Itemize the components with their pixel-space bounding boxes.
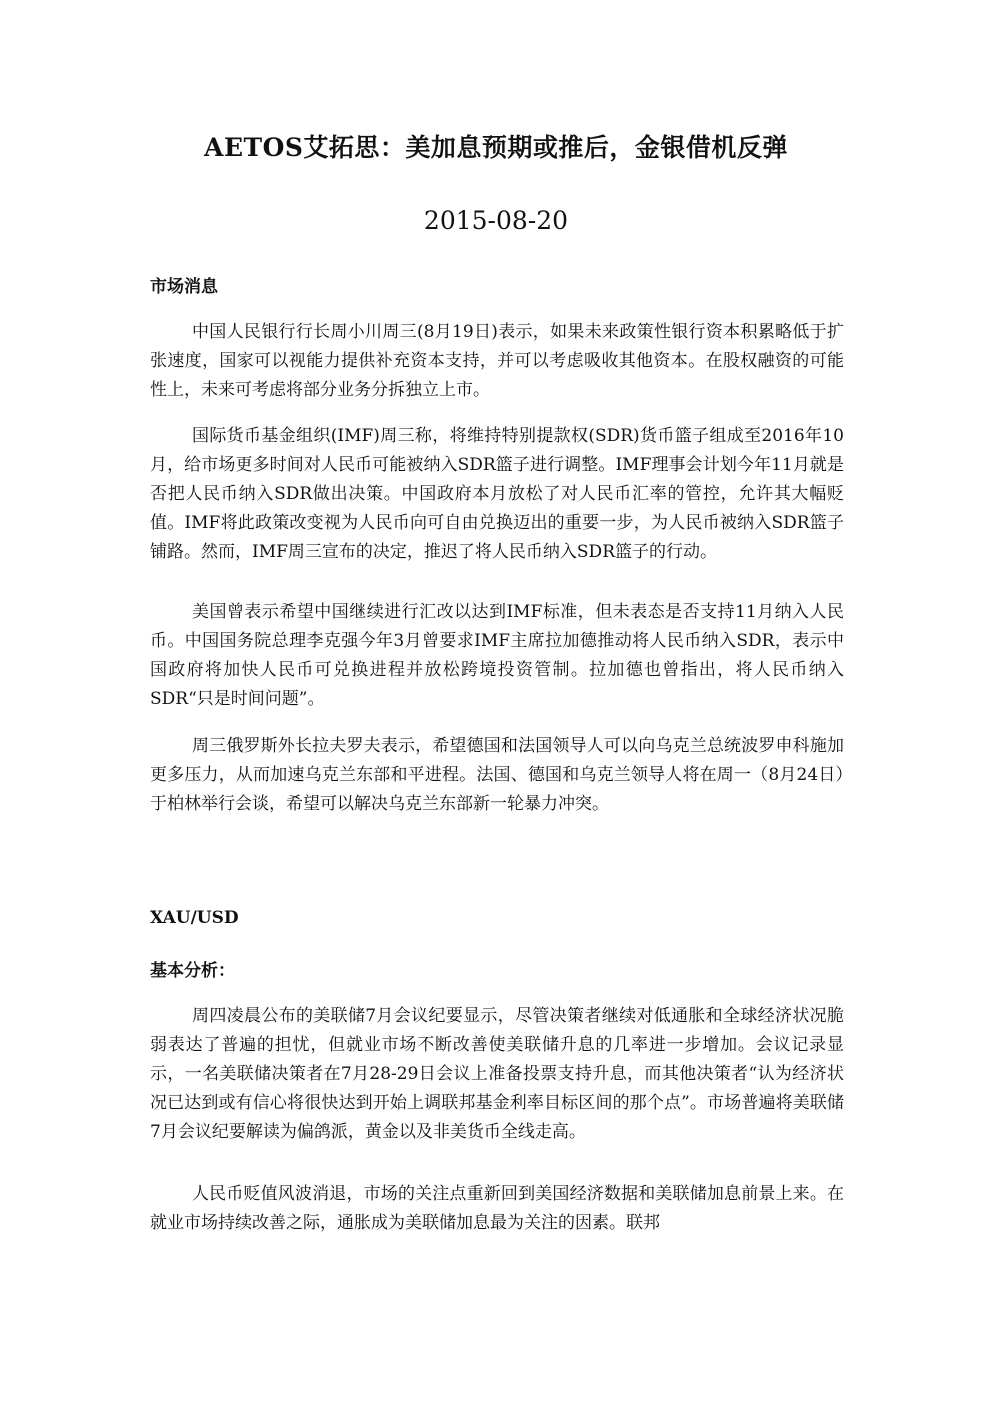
section-heading-xau-usd: XAU/USD <box>150 908 239 928</box>
paragraph: 国际货币基金组织(IMF)周三称，将维持特别提款权(SDR)货币篮子组成至2016年10月，给市场更多时间对人民币可能被纳入SDR篮子进行调整。IMF理事会计划今年11月就是否把人民币纳入SDR做出决策。中国政府本月放松了对人民币汇率的管控，允许其大幅贬值。IMF将此政策改变视为人民币向可自由兑换迈出的重要一步，为人民币被纳入SDR篮子铺路。然而，IMF周三宣布的决定，推迟了将人民币纳入SDR篮子的行动。 <box>150 426 844 562</box>
document-title: AETOS艾拓思：美加息预期或推后，金银借机反弹 <box>204 133 788 162</box>
document-date: 2015-08-20 <box>423 206 569 235</box>
section-heading-market-news: 市场消息 <box>150 277 218 297</box>
paragraph: 美国曾表示希望中国继续进行汇改以达到IMF标准，但未表态是否支持11月纳入人民币。中国国务院总理李克强今年3月曾要求IMF主席拉加德推动将人民币纳入SDR，表示中国政府将加快人民币可兑换进程并放松跨境投资管制。拉加德也曾指出，将人民币纳入SDR“只是时间问题”。 <box>150 602 844 709</box>
paragraph: 人民币贬值风波消退，市场的关注点重新回到美国经济数据和美联储加息前景上来。在就业市场持续改善之际，通胀成为美联储加息最为关注的因素。联邦 <box>150 1184 844 1233</box>
subheading-fundamental-analysis: 基本分析： <box>150 961 235 981</box>
paragraph: 中国人民银行行长周小川周三(8月19日)表示，如果未来政策性银行资本积累略低于扩张速度，国家可以视能力提供补充资本支持，并可以考虑吸收其他资本。在股权融资的可能性上，未来可考虑将部分业务分拆独立上市。 <box>150 322 844 400</box>
paragraph: 周三俄罗斯外长拉夫罗夫表示，希望德国和法国领导人可以向乌克兰总统波罗申科施加更多压力，从而加速乌克兰东部和平进程。法国、德国和乌克兰领导人将在周一（8月24日）于柏林举行会谈，希望可以解决乌克兰东部新一轮暴力冲突。 <box>150 736 844 814</box>
paragraph: 周四凌晨公布的美联储7月会议纪要显示，尽管决策者继续对低通胀和全球经济状况脆弱表达了普遍的担忧，但就业市场不断改善使美联储升息的几率进一步增加。会议记录显示，一名美联储决策者在7月28-29日会议上准备投票支持升息，而其他决策者“认为经济状况已达到或有信心将很快达到开始上调联邦基金利率目标区间的那个点”。市场普遍将美联储7月会议纪要解读为偏鸽派，黄金以及非美货币全线走高。 <box>150 1006 844 1142</box>
